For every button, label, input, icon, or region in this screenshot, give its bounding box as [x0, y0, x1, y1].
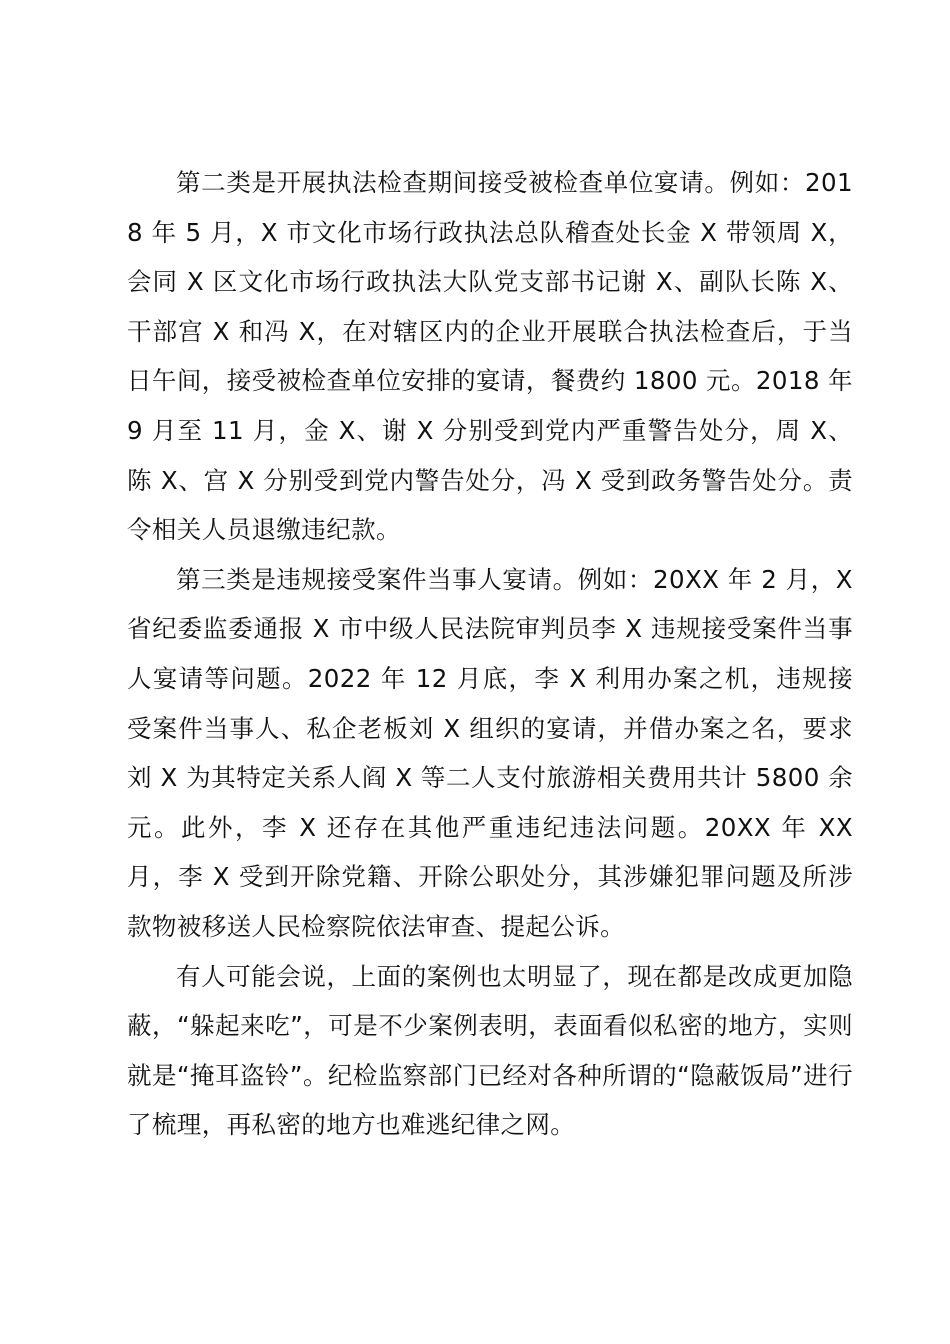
document-body — [127, 158, 853, 1150]
paragraph-category-two: 第二类是开展执法检查期间接受被检查单位宴请。例如：2018 年 5 月，X 市文化市场行政执法总队稽查处长金 X 带领周 X，会同 X 区文化市场行政执法大队党支部书记谢 X、副队长陈 X、干部宫 X 和冯 X，在对辖区内的企业开展联合执法检查后，于当日午间，接受被检查单位安排的宴请，餐费约 1800 元。2018 年 9 月至 11 月，金 X、谢 X 分别受到党内严重警告处分，周 X、陈 X、宫 X 分别受到党内警告处分，冯 X 受到政务警告处分。责令相关人员退缴违纪款。 — [127, 168, 853, 545]
paragraph-category-three: 第三类是违规接受案件当事人宴请。例如：20XX 年 2 月，X 省纪委监委通报 X 市中级人民法院审判员李 X 违规接受案件当事人宴请等问题。2022 年 12 月底，李 X 利用办案之机，违规接受案件当事人、私企老板刘 X 组织的宴请，并借办案之名，要求刘 X 为其特定关系人阎 X 等二人支付旅游相关费用共计 5800 余元。此外，李 X 还存在其他严重违纪违法问题。20XX 年 XX 月，李 X 受到开除党籍、开除公职处分，其涉嫌犯罪问题及所涉款物被移送人民检察院依法审查、提起公诉。 — [127, 564, 853, 941]
paragraph-hidden-banquets: 有人可能会说，上面的案例也太明显了，现在都是改成更加隐蔽，“躲起来吃”，可是不少案例表明，表面看似私密的地方，实则就是“掩耳盗铃”。纪检监察部门已经对各种所谓的“隐蔽饭局”进行了梳理，再私密的地方也难逃纪律之网。 — [127, 961, 853, 1140]
